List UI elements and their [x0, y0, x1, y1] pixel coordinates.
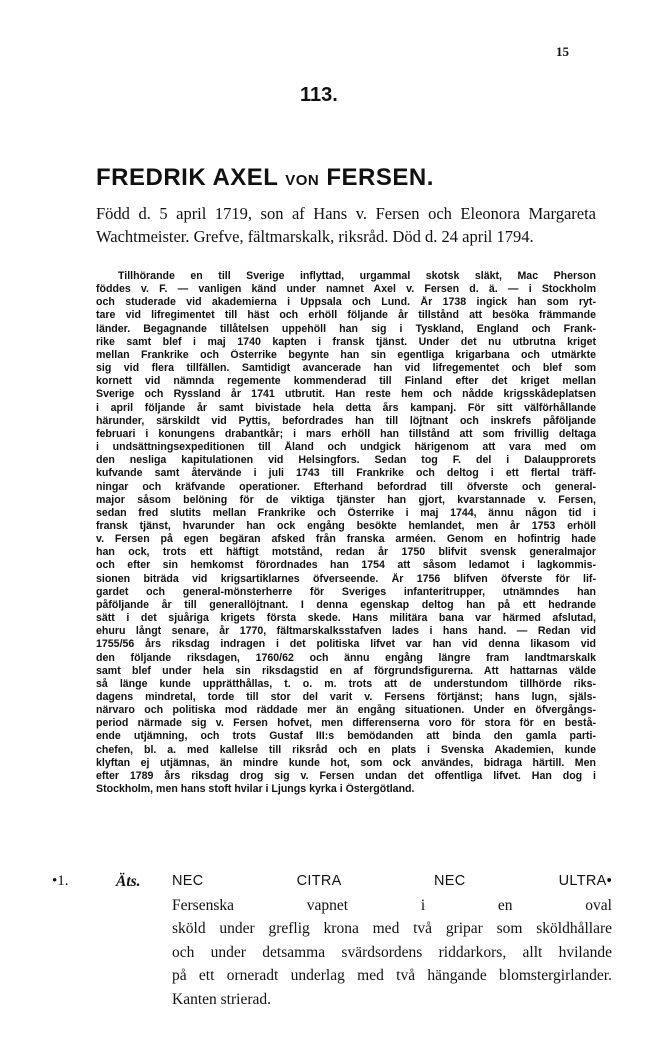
summary-line: Född d. 5 april 1719, son af Hans v. Fersen och Eleonora Margareta [96, 204, 596, 223]
biography-line: samt blef under hela sin riksdagstid en af förgrundsfigurerna. Att hattarnas välde [96, 664, 596, 677]
entry-title [96, 164, 434, 192]
biography-line: fransk tjänst, hvarunder han ock engång besökte hemlandet, men år 1753 erhöll [96, 519, 596, 532]
biography-line: ehuru långt senare, år 1770, fältmarskalksstafven lades i hans hand. — Redan vid [96, 625, 596, 638]
biography-line: sedan fred slutits mellan Frankrike och Österrike i maj 1744, ännu någon tid i [96, 506, 596, 519]
biography-line: v. Fersen på egen begäran afsked från franska arméen. Genom en hofintrig hade [96, 533, 596, 546]
title-surname: FERSEN. [319, 164, 434, 191]
biography-line: 1755/56 års riksdag indragen i det politiska lifvet var han vid denna likasom vid [96, 638, 596, 651]
biography-line: rike samt blef i maj 1740 kapten i fransk tjänst. Under det nu utbrutna kriget [96, 335, 596, 348]
biography-line: Stockholm, men hans stoft hvilar i Ljungs kyrka i Östergötland. [96, 783, 415, 796]
summary-line: Wachtmeister. Grefve, fältmarskalk, riksråd. Död d. 24 april 1794. [96, 227, 534, 246]
medal-metal: Äts. [116, 873, 141, 890]
biography-line: han ock, trots ett häftigt motstånd, redan år 1750 blifvit svensk generalmajor [96, 546, 596, 559]
biography-line: chefen, bl. a. med kallelse till riksråd och en plats i Svenska Akademien, kunde [96, 743, 596, 756]
biography-line: februari i konungens drabantkår; i mars erhöll han tillstånd att som frivillig deltaga [96, 427, 596, 440]
medal-line [172, 870, 612, 917]
biographical-summary [96, 202, 596, 248]
medal-line: på ett orneradt underlag med två hängande blomstergirlander. [172, 967, 612, 984]
biography-line: sig vid flera tillfällen. Samtidigt avancerade han vid lifregementet och blef som [96, 362, 596, 375]
page-number: 15 [556, 44, 569, 59]
title-particle: VON [285, 172, 320, 189]
medal-legend: NEC CITRA NEC ULTRA• [172, 873, 612, 889]
biography-line: kufvande samt återvände i juli 1743 till Frankrike och deltog i ett flertal träff- [96, 467, 596, 480]
biography-line: kornett vid nämnda regemente kommenderad till Finland efter det kriget mellan [96, 375, 596, 388]
biography-line: i april följande år samt bivistade hela detta års kampanj. För sitt välförhållande [96, 401, 596, 414]
title-name: FREDRIK AXEL [96, 164, 286, 191]
entry-number: 113. [300, 84, 338, 106]
biography-line: ningar och kräfvande operationer. Efterhand befordrad till öfverste och general- [96, 480, 596, 493]
biography-line: Sverige och Ryssland år 1741 utbrutit. Han reste hem och nådde krigsskådeplatsen [96, 388, 596, 401]
biography-line: och efter sin hemkomst förordnades han 1754 att såsom ledamot i lagkommis- [96, 559, 596, 572]
biography-line: gardet och general-mönsterherre för Sveriges infanteritrupper, utnämndes han [96, 585, 596, 598]
biography-line: i undsättningsexpeditionen till Åland och undgick härigenom att vara med om [96, 441, 596, 454]
biography-line: länder. Begagnande tillåtelsen uppehöll han sig i Tyskland, England och Frank- [96, 322, 596, 335]
biography-line: den nesliga kapitulationen vid Helsingfors. Sedan tog F. del i Dalaupprorets [96, 454, 596, 467]
biography-line: major såsom belöning för de viktiga tjänster han gjort, kvarstannade v. Fersen, [96, 493, 596, 506]
biography-line: så länge kunde upprätthållas, t. o. m. trots att de understundom tillhörde riks- [96, 677, 596, 690]
biography-line: den följande riksdagen, 1760/62 och ännu engång längre fram landtmarskalk [96, 651, 596, 664]
medal-line-rest: Fersenska vapnet i en oval [172, 896, 612, 914]
medal-line: sköld under greflig krona med två gripar som sköldhållare [172, 920, 612, 937]
biography-line: efter 1789 års riksdag drog sig v. Fersen undan det offentliga lifvet. Han dog i [96, 769, 596, 782]
biography-line: härunder, särskildt vid Pyttis, befordrades han till löjtnant och inskrefs påföljande [96, 414, 596, 427]
biography-line: påföljande år till generallöjtnant. I denna egenskap deltog han på ett hedrande [96, 598, 596, 611]
biography-line: sionen biträda vid krigsartiklarnes öfverseende. År 1756 blifven öfverste för lif- [96, 572, 596, 585]
biography-line: tare vid lifregimentet till häst och erhöll följande år tillstånd att besöka främmande [96, 309, 596, 322]
medal-number: •1. [52, 873, 69, 889]
biography-line: och studerade vid akademierna i Uppsala och Lund. År 1738 ingick han som ryt- [96, 296, 596, 309]
biography-line: föddes v. F. — vanligen känd under namnet Axel v. Fersen d. ä. — i Stockholm [96, 283, 596, 296]
biography-line: dagens mindretal, torde till stor del varit v. Fersens förtjänst; hans lugn, själs- [96, 691, 596, 703]
biography-line: klyftan ej utjämnas, än mindre kunde hot, som ock användes, bidraga härtill. Men [96, 756, 596, 769]
medal-line: Kanten strierad. [172, 990, 271, 1008]
biography-line: närvaro och politiska mod räddade mer än engång situationen. Under en öfvergångs- [96, 704, 596, 717]
biography-text [96, 270, 596, 796]
biography-line: ende utjämning, och trots Gustaf III:s bemödanden att binda den gamla parti- [96, 730, 596, 743]
biography-line: mellan Frankrike och Österrike begynte han sin egentliga krigarbana och utmärkte [96, 348, 596, 361]
medal-line: och under detsamma svärdsordens riddarkors, allt hvilande [172, 943, 612, 961]
biography-line: period närmade sig v. Fersen hofvet, men differenserna voro för stora för en bestå- [96, 717, 596, 730]
biography-line: Tillhörande en till Sverige inflyttad, urgammal skotsk släkt, Mac Pherson [118, 270, 596, 282]
medal-body [172, 870, 612, 1011]
biography-line: sätt i det sjuåriga krigets första skede. Hans militära bana var härmed afslutad, [96, 612, 596, 625]
